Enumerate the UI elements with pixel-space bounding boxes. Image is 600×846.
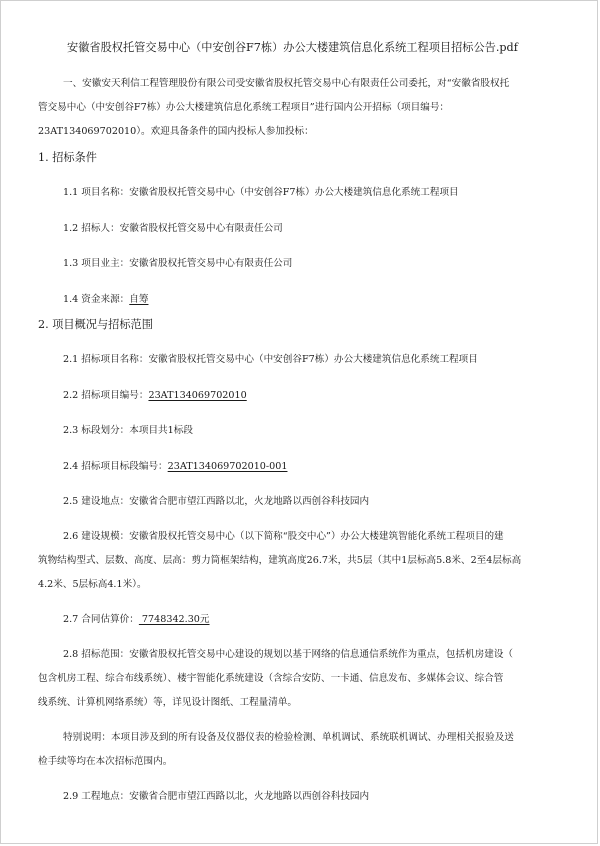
intro-line-1: 一、安徽安天利信工程管理股份有限公司受安徽省股权托管交易中心有限责任公司委托，对“安徽省股权托 <box>63 78 510 89</box>
intro-line-3: 23AT134069702010）。欢迎具备条件的国内投标人参加投标： <box>38 126 314 137</box>
section-2-heading: 2. 项目概况与招标范围 <box>38 318 153 331</box>
section-1-item-1: 1.1 项目名称：安徽省股权托管交易中心（中安创谷F7栋）办公大楼建筑信息化系统工程项目 <box>63 187 459 198</box>
section-2-item-2-label: 2.2 招标项目编号： <box>63 390 149 401</box>
intro-line-2: 管交易中心（中安创谷F7栋）办公大楼建筑信息化系统工程项目”进行国内公开招标（项目编号： <box>38 102 450 113</box>
section-1-item-3: 1.3 项目业主：安徽省股权托管交易中心有限责任公司 <box>63 258 293 269</box>
section-2-item-7 <box>63 611 210 625</box>
section-2-item-3: 2.3 标段划分：本项目共1标段 <box>63 425 193 436</box>
special-note-line-2: 检手续等均在本次招标范围内。 <box>38 756 173 767</box>
section-2-item-8-line-3: 线系统、计算机网络系统）等，详见设计图纸、工程量清单。 <box>38 697 298 708</box>
project-number-value: 23AT134069702010 <box>148 390 247 401</box>
section-2-item-2 <box>63 387 247 401</box>
funding-source-value: 自筹 <box>129 294 149 305</box>
section-2-item-6-line-2: 筑物结构型式、层数、高度、层高：剪力筒框架结构，建筑高度26.7米，共5层（其中1层标高5.8米、2至4层标高 <box>38 555 522 566</box>
section-2-item-7-label: 2.7 合同估算价： <box>63 614 139 625</box>
section-1-item-4-label: 1.4 资金来源： <box>63 294 130 305</box>
section-1-item-2: 1.2 招标人：安徽省股权托管交易中心有限责任公司 <box>63 223 283 234</box>
section-2-item-8-line-2: 包含机房工程、综合布线系统）、楼宇智能化系统建设（含综合安防、一卡通、信息发布、多媒体会议、综合管 <box>38 673 504 684</box>
special-note-line-1: 特别说明：本项目涉及到的所有设备及仪器仪表的检验检测、单机调试、系统联机调试、办理相关报验及送 <box>63 732 514 743</box>
section-1-item-4 <box>63 291 148 305</box>
section-1-heading: 1. 招标条件 <box>38 151 97 164</box>
contract-estimate-value: 7748342.30元 <box>138 614 210 625</box>
section-2-item-6-line-1: 2.6 建设规模：安徽省股权托管交易中心（以下简称“股交中心”）办公大楼建筑智能化系统工程项目的建 <box>63 531 504 542</box>
section-2-item-4-label: 2.4 招标项目标段编号： <box>63 461 168 472</box>
section-2-item-5: 2.5 建设地点：安徽省合肥市望江西路以北，火龙地路以西创谷科技园内 <box>63 496 370 507</box>
section-2-item-1: 2.1 招标项目名称：安徽省股权托管交易中心（中安创谷F7栋）办公大楼建筑信息化系统工程项目 <box>63 354 478 365</box>
document-title: 安徽省股权托管交易中心（中安创谷F7栋）办公大楼建筑信息化系统工程项目招标公告.pdf <box>67 41 518 54</box>
section-2-item-6-line-3: 4.2米、5层标高4.1米）。 <box>38 579 147 590</box>
section-2-item-9: 2.9 工程地点：安徽省合肥市望江西路以北，火龙地路以西创谷科技园内 <box>63 791 370 802</box>
section-2-item-4 <box>63 458 287 472</box>
lot-number-value: 23AT134069702010-001 <box>167 461 288 472</box>
section-2-item-8-line-1: 2.8 招标范围：安徽省股权托管交易中心建设的规划以基于网络的信息通信系统作为重点，包括机房建设（ <box>63 649 514 660</box>
